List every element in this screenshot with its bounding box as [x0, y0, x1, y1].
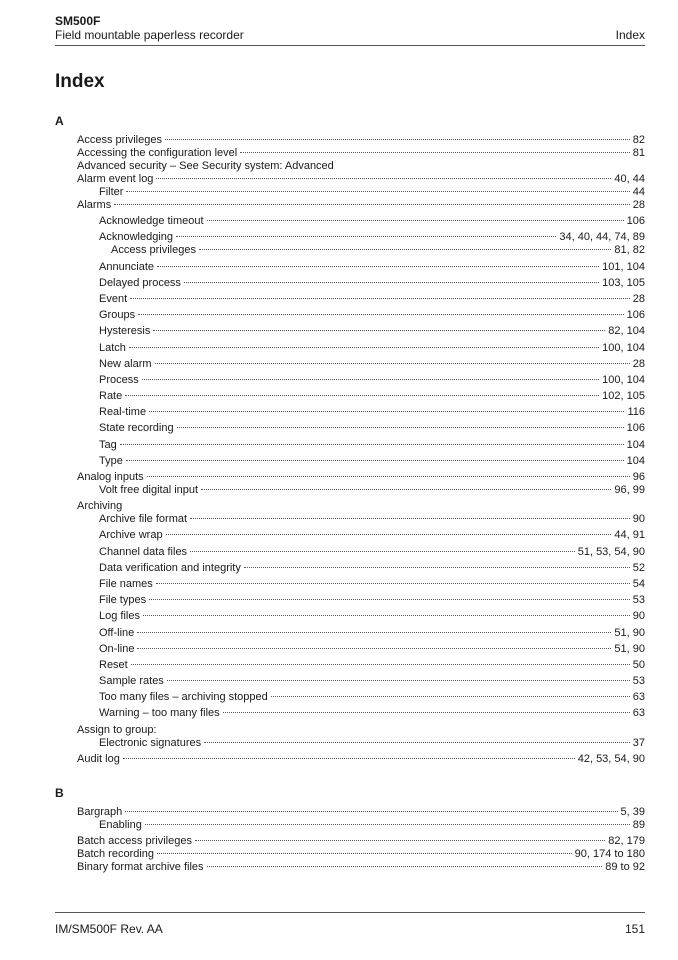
dot-leader — [149, 599, 630, 600]
dot-leader — [190, 551, 575, 552]
index-entry-label: Type — [99, 454, 123, 467]
dot-leader — [138, 314, 624, 315]
index-entry-pages: 52 — [632, 561, 645, 574]
header-section: Index — [615, 28, 645, 42]
index-entry-label: Event — [99, 292, 128, 305]
dot-leader — [176, 236, 556, 237]
index-entry — [55, 691, 645, 704]
index-entry — [55, 610, 645, 623]
dot-leader — [157, 853, 572, 854]
dot-leader — [125, 811, 617, 812]
index-entry — [55, 186, 645, 199]
index-entry-pages: 82, 179 — [608, 835, 645, 847]
index-entry-label: Process — [99, 373, 139, 386]
index-entry-pages: 53 — [632, 675, 645, 688]
index-entry-label: Tag — [99, 438, 117, 451]
index-entry-label: Archive wrap — [99, 529, 163, 542]
index-entry — [55, 261, 645, 274]
header-row — [55, 28, 645, 43]
index-entry-label: Off-line — [99, 626, 135, 639]
header-rule — [55, 45, 645, 46]
index-entry — [55, 848, 645, 861]
index-entry-label: Data verification and integrity — [99, 561, 241, 574]
dot-leader — [131, 664, 630, 665]
dot-leader — [167, 680, 630, 681]
index-entry-label: Batch access privileges — [77, 835, 192, 847]
index-entry-label: Alarm event log — [77, 173, 154, 185]
index-entry — [55, 215, 645, 228]
index-entry-label: Alarms — [77, 199, 112, 211]
index-entry-label: Hysteresis — [99, 325, 151, 338]
index-entry — [55, 594, 645, 607]
index-entry-pages: 28 — [632, 199, 645, 211]
index-entry — [55, 529, 645, 542]
index-entry-pages: 104 — [626, 454, 645, 467]
index-entry — [55, 160, 645, 173]
index-entry-pages: 44, 91 — [614, 529, 645, 542]
dot-leader — [145, 824, 630, 825]
dot-leader — [199, 249, 611, 250]
dot-leader — [201, 489, 611, 490]
footer — [55, 922, 645, 936]
index-entry-pages: 42, 53, 54, 90 — [577, 752, 645, 765]
index-entry — [55, 390, 645, 403]
index-entry-label: Warning – too many files — [99, 707, 220, 720]
index-entry-label: New alarm — [99, 357, 152, 370]
index-entry-label: Channel data files — [99, 545, 188, 558]
dot-leader — [130, 298, 630, 299]
index-entry-pages: 5, 39 — [620, 805, 645, 818]
index-entry-label: Acknowledge timeout — [99, 215, 204, 228]
dot-leader — [114, 204, 630, 205]
index-entry — [55, 422, 645, 435]
footer-page-number: 151 — [624, 922, 645, 936]
dot-leader — [143, 615, 630, 616]
index-entry-pages: 90 — [632, 513, 645, 526]
dot-leader — [153, 330, 605, 331]
index-entry-label: Groups — [99, 309, 136, 322]
dot-leader — [177, 427, 624, 428]
index-entry-pages: 54 — [632, 577, 645, 590]
dot-leader — [156, 178, 611, 179]
index-entry-label: Log files — [99, 610, 140, 623]
index-entry-pages: 28 — [632, 292, 645, 305]
index-entry-pages: 37 — [632, 736, 645, 749]
index-entry — [55, 134, 645, 147]
index-entry-label: Delayed process — [99, 276, 181, 289]
index-entry-label: Latch — [99, 341, 126, 354]
index-entry-label: Archiving — [77, 500, 123, 513]
index-entry-label: Bargraph — [77, 805, 123, 818]
section-letter-b: B — [55, 785, 64, 800]
section-letter-a: A — [55, 114, 64, 128]
index-entry-pages: 103, 105 — [602, 276, 645, 289]
index-entry-label: Filter — [99, 186, 124, 198]
index-entry-pages: 81 — [632, 147, 645, 159]
dot-leader — [240, 152, 630, 153]
index-entry-label: Binary format archive files — [77, 861, 204, 873]
index-entry-pages: 82 — [632, 134, 645, 146]
index-entry-label: Batch recording — [77, 848, 155, 860]
dot-leader — [155, 363, 630, 364]
index-entry-label: Archive file format — [99, 513, 188, 526]
header-subtitle: Field mountable paperless recorder — [55, 28, 244, 42]
index-entry-label: File names — [99, 577, 153, 590]
index-entry — [55, 737, 645, 750]
index-entry-label: Annunciate — [99, 260, 155, 273]
index-entry-label: Real-time — [99, 406, 147, 419]
dot-leader — [271, 696, 630, 697]
index-entry-pages: 101, 104 — [602, 260, 645, 273]
index-entry — [55, 173, 645, 186]
index-entry-label: Acknowledging — [99, 231, 173, 244]
index-entry-pages: 40, 44 — [614, 173, 645, 185]
index-entry-label: Reset — [99, 658, 128, 671]
index-entry — [55, 293, 645, 306]
index-entry-label: Audit log — [77, 752, 120, 765]
index-entry — [55, 231, 645, 244]
dot-leader — [149, 411, 624, 412]
dot-leader — [125, 395, 599, 396]
dot-leader — [123, 758, 575, 759]
index-entry-pages: 51, 90 — [614, 626, 645, 639]
index-entry-pages: 96 — [632, 471, 645, 483]
index-entry — [55, 819, 645, 832]
dot-leader — [157, 266, 599, 267]
index-entry-label: Accessing the configuration level — [77, 147, 238, 159]
dot-leader — [137, 632, 611, 633]
index-entry-pages: 106 — [626, 422, 645, 435]
index-entry — [55, 659, 645, 672]
index-entry — [55, 806, 645, 819]
index-entry-label: State recording — [99, 422, 174, 435]
index-entry — [55, 627, 645, 640]
index-entry — [55, 277, 645, 290]
index-entry-pages: 116 — [627, 406, 645, 419]
dot-leader — [195, 840, 605, 841]
dot-leader — [142, 379, 599, 380]
index-entry — [55, 513, 645, 526]
dot-leader — [204, 742, 630, 743]
index-entry — [55, 439, 645, 452]
index-entry — [55, 244, 645, 257]
index-entry-label: Electronic signatures — [99, 736, 202, 749]
dot-leader — [207, 866, 603, 867]
index-entry — [55, 835, 645, 848]
index-entry — [55, 484, 645, 497]
index-entry — [55, 342, 645, 355]
index-entry — [55, 455, 645, 468]
index-entry-label: Advanced security – See Security system: Advanced — [77, 160, 334, 172]
index-entry-pages: 90, 174 to 180 — [574, 848, 645, 860]
index-entry-pages: 53 — [632, 594, 645, 607]
dot-leader — [120, 444, 624, 445]
section-b-entries — [55, 806, 645, 874]
index-entry — [55, 374, 645, 387]
index-entry-label: Assign to group: — [77, 723, 157, 736]
index-entry-label: Sample rates — [99, 675, 164, 688]
dot-leader — [166, 534, 612, 535]
index-entry-pages: 96, 99 — [614, 484, 645, 496]
index-entry-pages: 100, 104 — [602, 373, 645, 386]
dot-leader — [165, 139, 630, 140]
index-entry-pages: 89 to 92 — [605, 861, 645, 873]
index-entry-pages: 50 — [632, 658, 645, 671]
index-entry — [55, 500, 645, 513]
section-a-entries — [55, 134, 645, 766]
index-entry-label: Access privileges — [111, 244, 196, 257]
index-entry — [55, 675, 645, 688]
index-entry — [55, 578, 645, 591]
index-entry — [55, 643, 645, 656]
index-entry — [55, 471, 645, 484]
index-entry — [55, 707, 645, 720]
dot-leader — [190, 518, 630, 519]
index-entry-pages: 106 — [626, 215, 645, 228]
index-entry — [55, 358, 645, 371]
index-entry — [55, 199, 645, 212]
index-entry-pages: 28 — [632, 357, 645, 370]
footer-doc-number: IM/SM500F Rev. AA — [55, 922, 163, 936]
index-entry — [55, 861, 645, 874]
dot-leader — [156, 583, 630, 584]
index-entry-pages: 82, 104 — [608, 325, 645, 338]
index-entry — [55, 406, 645, 419]
dot-leader — [126, 191, 629, 192]
index-entry-pages: 90 — [632, 610, 645, 623]
dot-leader — [126, 460, 624, 461]
footer-rule — [55, 912, 645, 913]
dot-leader — [129, 347, 599, 348]
index-page — [55, 14, 645, 874]
index-entry-label: Too many files – archiving stopped — [99, 691, 268, 704]
index-entry-pages: 81, 82 — [614, 244, 645, 257]
dot-leader — [137, 648, 611, 649]
dot-leader — [223, 712, 630, 713]
index-entry-pages: 102, 105 — [602, 390, 645, 403]
index-entry — [55, 147, 645, 160]
dot-leader — [244, 567, 630, 568]
index-entry-pages: 63 — [632, 691, 645, 704]
index-entry-pages: 106 — [626, 309, 645, 322]
index-entry — [55, 309, 645, 322]
dot-leader — [184, 282, 599, 283]
index-entry-pages: 34, 40, 44, 74, 89 — [559, 231, 645, 244]
index-entry-label: On-line — [99, 642, 135, 655]
index-entry-pages: 104 — [626, 438, 645, 451]
index-entry-pages: 51, 90 — [614, 642, 645, 655]
index-entry-label: Analog inputs — [77, 471, 144, 483]
index-entry-label: Volt free digital input — [99, 484, 199, 496]
index-entry-label: Rate — [99, 390, 123, 403]
header-product: SM500F — [55, 14, 101, 28]
page-title: Index — [55, 71, 105, 92]
index-entry-pages: 51, 53, 54, 90 — [577, 545, 645, 558]
dot-leader — [147, 476, 630, 477]
index-entry-label: Access privileges — [77, 134, 162, 146]
index-entry — [55, 325, 645, 338]
index-entry-pages: 63 — [632, 707, 645, 720]
index-entry-label: Enabling — [99, 818, 142, 831]
index-entry — [55, 753, 645, 766]
index-entry-pages: 44 — [632, 186, 645, 198]
index-entry — [55, 562, 645, 575]
index-entry-pages: 100, 104 — [602, 341, 645, 354]
dot-leader — [207, 220, 624, 221]
index-entry — [55, 724, 645, 737]
index-entry-label: File types — [99, 594, 147, 607]
index-entry-pages: 89 — [632, 818, 645, 831]
index-entry — [55, 546, 645, 559]
